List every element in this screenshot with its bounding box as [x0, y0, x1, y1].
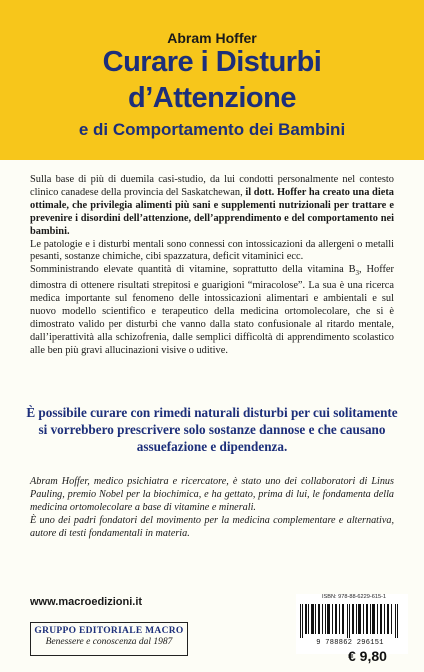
highlight-statement: È possibile curare con rimedi naturali disturbi per cui solitamente si vorrebbero prescrivere solo sostanze dannose e che causano assuefazione e dipendenza. [26, 405, 398, 454]
description-paragraph-3: Somministrando elevate quantità di vitamine, soprattutto della vitamina $B_3$, Hoffer dimostra di ottenere risultati strepitosi e guarigioni “miracolose”. La sua è una ricerca medica importante sul fenomeno delle intossicazioni alimentari e ambientali e sul nuovo modello scientifico e terapeutico della medicina ortomolecolare, che si è dimostrato valido per disturbi che vanno dalla stato confusionale al ritardo mentale, dall’iperattività alla schizofrenia, dalle semplici difficoltà di apprendimento scolastico alle ben più gravi allucinazioni visive o uditive. [30, 264, 395, 356]
description-paragraph-1: Sulla base di più di duemila casi-studio, da lui condotti personalmente nel contesto clinico canadese della provincia del Saskatchewan, il dott. Hoffer ha creato una dieta ottimale, che privilegia alimenti più sani e supplementi nutrizionali per trattare e prevenire i disordini dell’attenzione, dell’apprendimento e del comportamento nei bambini. [30, 174, 394, 237]
barcode-icon [300, 604, 400, 638]
bio-paragraph-1: Abram Hoffer, medico psichiatra e ricercatore, è stato uno dei collaboratori di Linus Pauling, premio Nobel per la biochimica, e ha gettato, prima di lui, le fondamenta della medicina ortomolecolare a base di vitamine e minerali. [30, 476, 394, 513]
author-name: Abram Hoffer [167, 30, 257, 46]
publisher-website-link[interactable]: www.macroedizioni.it [30, 596, 143, 608]
publisher-logo-box [30, 622, 188, 656]
description-paragraph-2: Le patologie e i disturbi mentali sono connessi con intossicazioni da allergeni o metalli pesanti, sostanze chimiche, cibi spazzatura, deficit vitaminici ecc. [30, 238, 394, 263]
bio-paragraph-2: È uno dei padri fondatori del movimento per la medicina complementare e alternativa, autore di testi fondamentali in materia. [30, 514, 394, 539]
price-label: € 9,80 [348, 648, 387, 664]
isbn-text: ISBN: 978-88-6229-615-1 [321, 594, 387, 600]
book-title-line-1: Curare i Disturbi [102, 46, 322, 78]
description-text [30, 174, 394, 358]
publisher-tagline: Benessere e conoscenza dal 1987 [45, 637, 173, 647]
publisher-name: GRUPPO EDITORIALE MACRO [34, 626, 184, 636]
description-bold-claim: il dott. Hoffer ha creato una dieta ottimale, che privilegia alimenti più sani e supplementi nutrizionali per trattare e prevenire i disordini dell’attenzione, dell’apprendimento e del comportamento nei bambini. [30, 186, 394, 237]
bio-author-name: Abram Hoffer [30, 476, 88, 487]
book-title-line-2: d’Attenzione [128, 82, 296, 114]
author-bio [30, 476, 394, 541]
book-subtitle: e di Comportamento dei Bambini [78, 120, 346, 139]
barcode-digits: 9 788862 296151 [316, 639, 384, 647]
